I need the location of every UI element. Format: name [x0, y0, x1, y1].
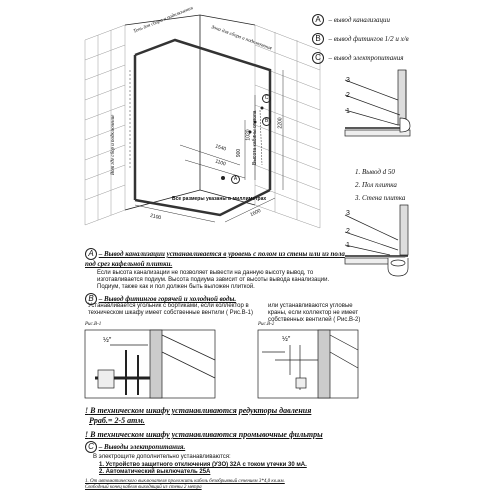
label-tile-left: Вот где сбор и подключение	[111, 114, 116, 175]
legend-a: A – вывод канализации	[312, 9, 409, 22]
plan-mark-c: C	[262, 94, 271, 103]
dim-900: 900	[236, 148, 243, 158]
fig-b2-label: Рис.В-2	[258, 322, 275, 327]
warning-1b: Рраб.= 2-5 атм.	[89, 416, 145, 425]
section-c	[85, 441, 375, 491]
section-a-body: Если высота канализации не позволяет вывести на данную высоту вывод, то изготавливается подиум. Высота подиума зависит от высоты вывода канализации. Подиум, также как и пол должен быть выложен плиткой.	[97, 270, 330, 290]
warnings	[85, 406, 425, 439]
warning-1-marker-icon: !	[85, 406, 89, 415]
label-wall-right: Зона для сбора и подключения	[210, 25, 273, 52]
plan-mark-b: B	[262, 117, 271, 126]
section-c-title: – Выводы электропитания.	[98, 443, 186, 451]
detail-bottom-label-1: 1	[346, 242, 350, 249]
section-c-intro: В электрощите дополнительно устанавливаются:	[93, 454, 231, 460]
legend-b: B – вывод фитингов 1/2 и х/в	[312, 28, 409, 41]
dim-2200: 2200	[277, 117, 284, 129]
fig-b2	[258, 330, 358, 398]
dim-1600: 1600	[249, 207, 262, 219]
legend-mark-c: C	[312, 52, 324, 64]
dim-2100: 2100	[149, 212, 162, 222]
detail-top-label-3: 3	[346, 77, 350, 84]
section-a-title: – Вывод канализации устанавливается в уровень с полом из стены или из пола под срез кафельной плитки.	[85, 250, 345, 268]
detail-note-3: 3. Стена плитка	[355, 194, 406, 202]
legend-mark-a: A	[312, 14, 324, 26]
detail-bottom-label-3: 3	[346, 210, 350, 217]
warning-1: ! В техническом шкафу устанавливаются редукторы давления	[85, 406, 312, 415]
section-c-item1: 1. Устройство защитного отключения (УЗО) 32А с током утечки 30 мА.	[99, 462, 307, 468]
detail-note-1: 1. Вывод d 50	[355, 168, 395, 176]
section-b-left: Устанавливается угольник с бортиками, если коллектор в техническом шкафу имеет собственные вентили ( Рис.В-1)	[88, 303, 253, 316]
fig-b1-label: Рис.В-1	[85, 322, 102, 327]
section-c-foot1: 1. От автоматического выключателя проложить кабель безобрывный сечением 3*4,0 кв.мм.	[85, 479, 285, 484]
dim-1540: 1540	[214, 143, 227, 153]
legend-c: C – вывод электропитания	[312, 47, 409, 60]
label-wall-left: Тень для сбора и подключения	[133, 6, 194, 35]
section-c-item2: 2. Автоматический выключатель 25А	[99, 469, 211, 475]
section-c-mark: C	[85, 441, 97, 453]
half-inch-b1: ½"	[103, 337, 112, 344]
section-a-mark: A	[85, 248, 97, 260]
detail-top-label-1: 1	[346, 108, 350, 115]
detail-bottom-label-2: 2	[346, 228, 350, 235]
section-b-right: или устанавливаются угловые краны, если коллектор не имеет собственных вентилей ( Рис.В-2)	[268, 303, 361, 323]
warning-2-marker-icon: !	[85, 430, 89, 439]
half-inch-b2: ½"	[282, 336, 291, 343]
plan-mark-a: A	[231, 175, 240, 184]
dim-1020b: 1020	[245, 129, 252, 141]
warning-2: ! В техническом шкафу устанавливаются промывочные фильтры	[85, 430, 323, 439]
section-b-mark: B	[85, 293, 97, 305]
dim-1020: 1100	[214, 158, 227, 168]
section-b-title: – Вывод фитингов горячей и холодной воды.	[98, 295, 237, 303]
detail-top-label-2: 2	[346, 92, 350, 99]
dim-vert-side: Высота кабины от пола	[252, 110, 258, 165]
legend-mark-b: B	[312, 33, 324, 45]
plan-caption: Все размеры указаны в миллиметрах	[172, 196, 267, 202]
section-c-foot2: Свободный конец кабеля выходящий из стены 2 метра	[85, 485, 202, 490]
detail-note-2: 2. Пол плитка	[355, 181, 397, 189]
